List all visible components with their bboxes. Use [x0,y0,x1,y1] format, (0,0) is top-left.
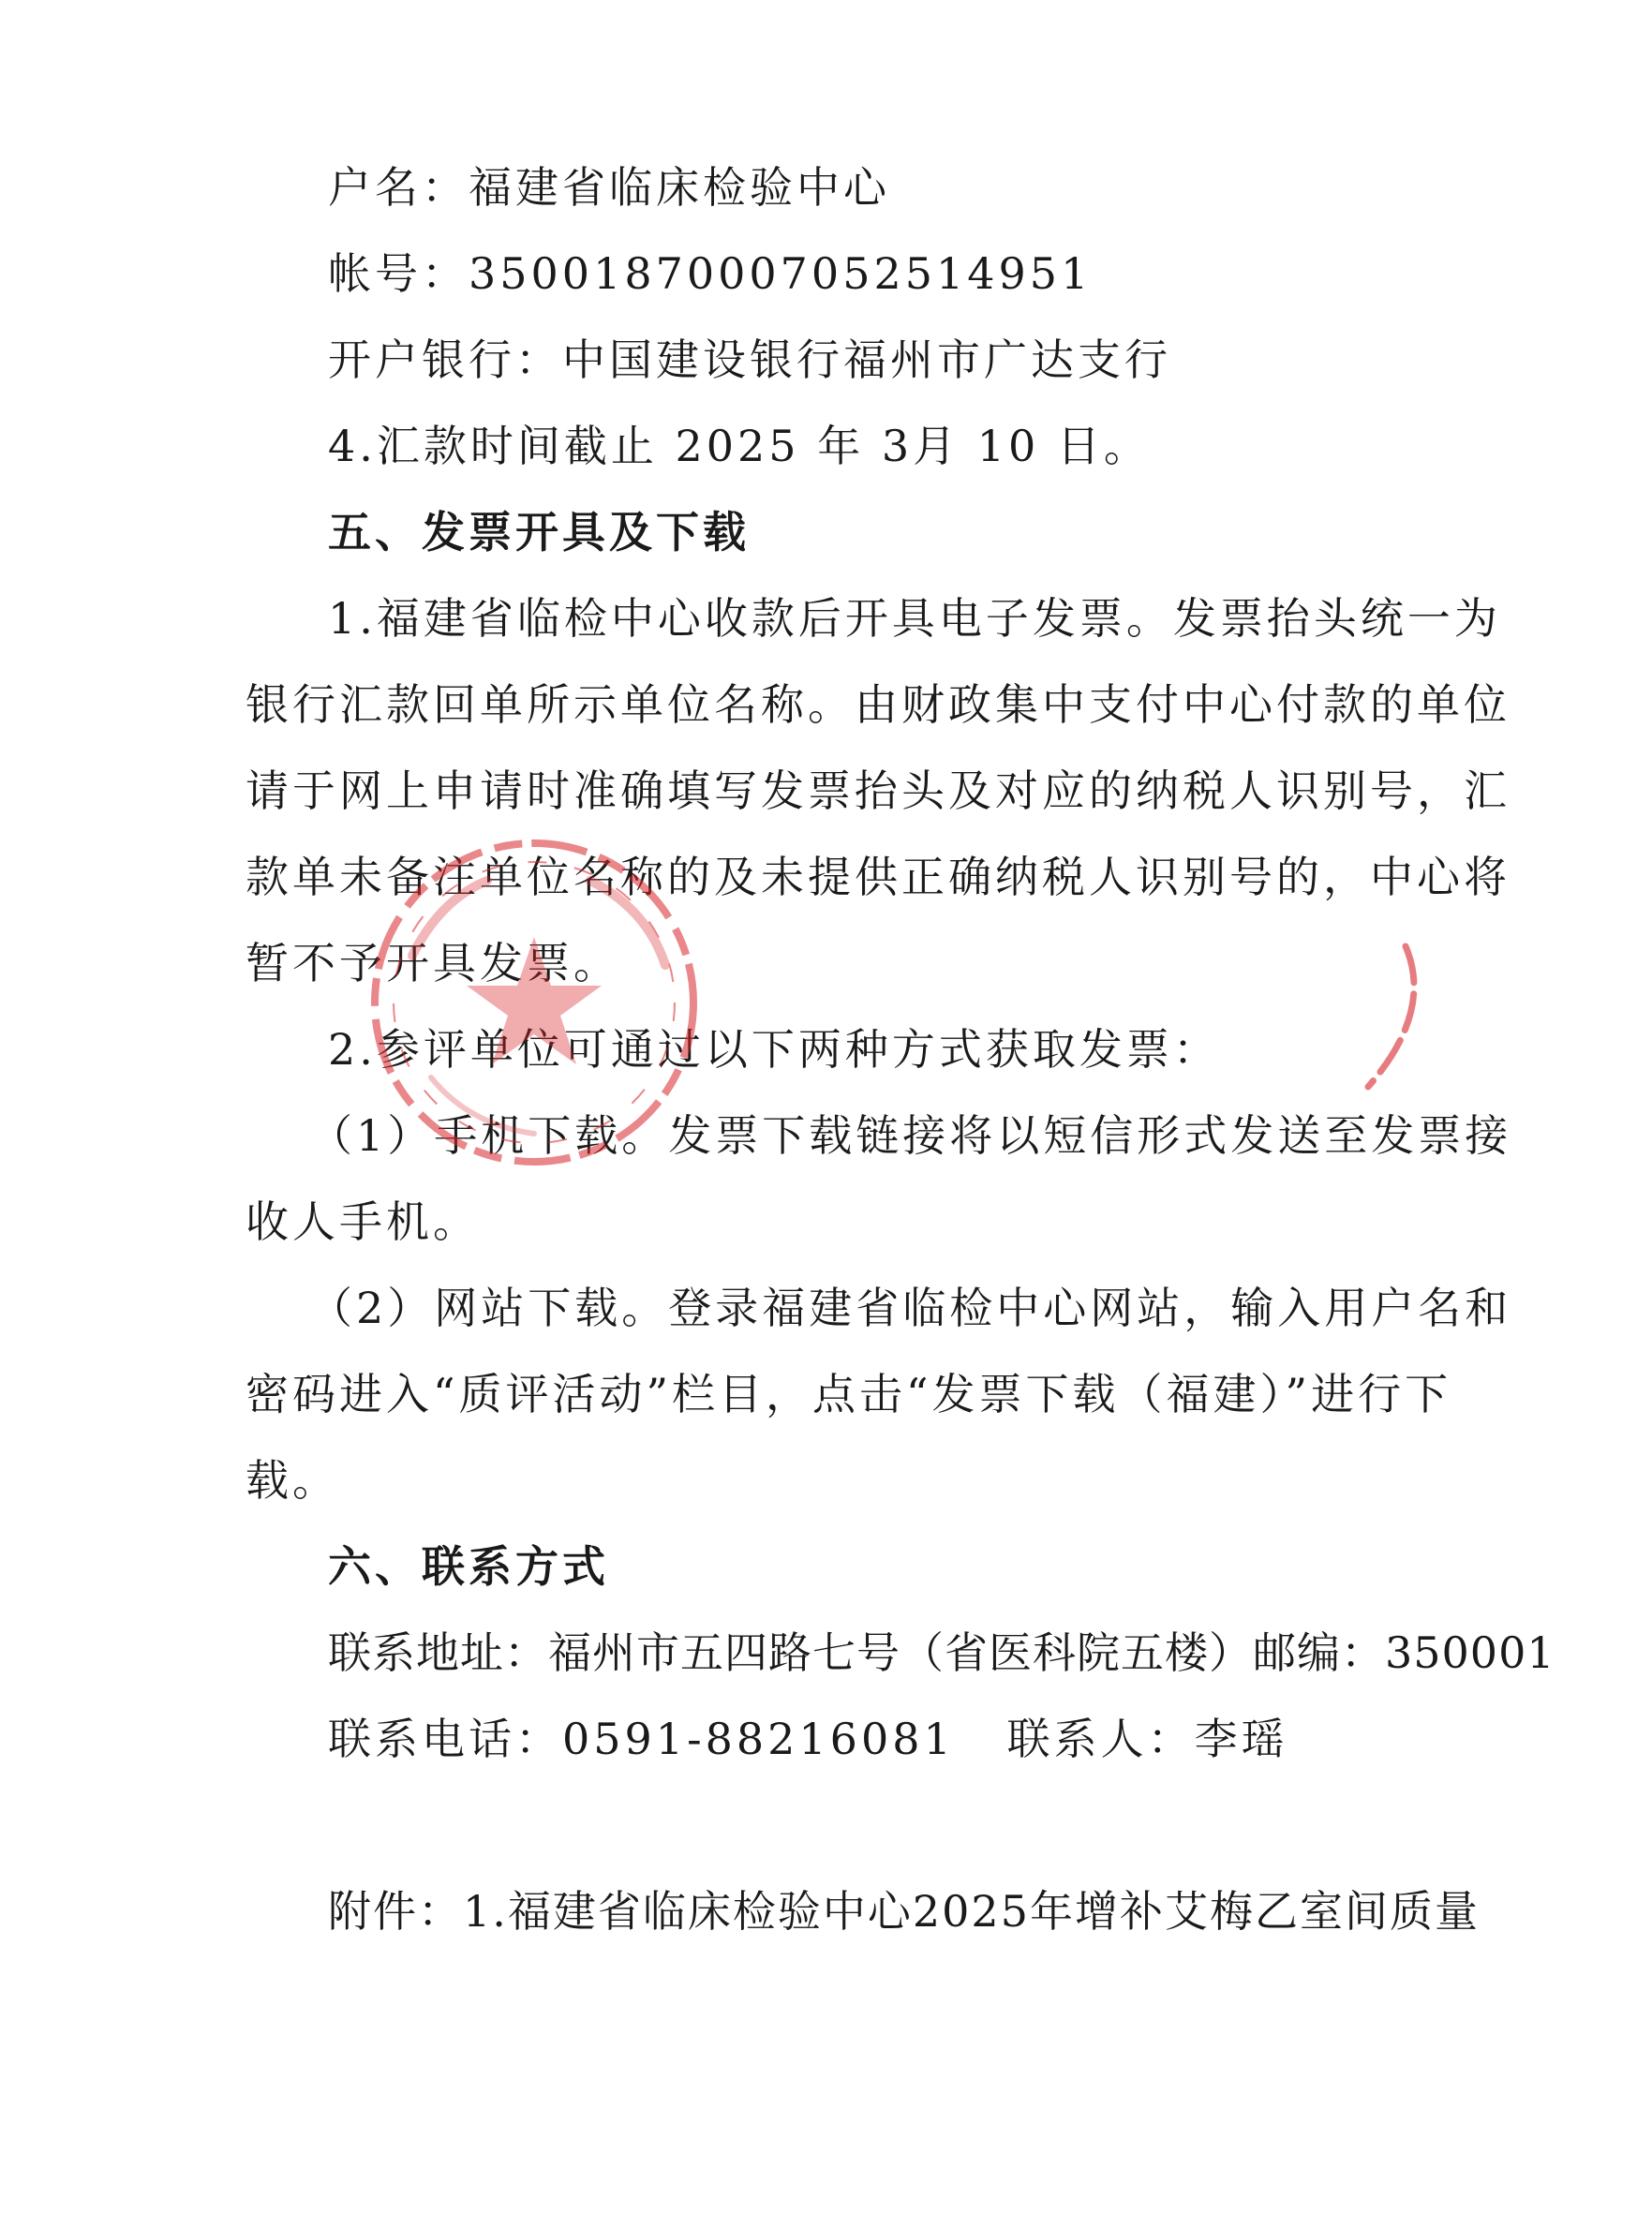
section-5-p3-line-2: 收人手机。 [246,1196,480,1247]
section-5-p4-line-1: （2）网站下载。登录福建省临检中心网站，输入用户名和 [309,1283,1512,1333]
section-5-p4-line-2: 密码进入“质评活动”栏目，点击“发票下载（福建）”进行下 [246,1369,1452,1419]
section-5-p1-line-1: 1.福建省临检中心收款后开具电子发票。发票抬头统一为 [328,593,1501,644]
account-name: 户名：福建省临床检验中心 [328,162,890,213]
section-5-p1-line-2: 银行汇款回单所示单位名称。由财政集中支付中心付款的单位 [246,679,1511,730]
attachment-line: 附件：1.福建省临床检验中心2025年增补艾梅乙室间质量 [328,1886,1480,1937]
section-5-p1-line-3: 请于网上申请时准确填写发票抬头及对应的纳税人识别号，汇 [246,765,1511,816]
contact-phone: 联系电话：0591-88216081 联系人：李瑶 [328,1714,1288,1764]
section-5-heading: 五、发票开具及下载 [328,507,750,557]
section-5-p1-line-4: 款单未备注单位名称的及未提供正确纳税人识别号的，中心将 [246,852,1511,902]
section-5-p4-line-3: 载。 [246,1455,339,1506]
section-6-heading: 六、联系方式 [328,1541,609,1592]
section-5-p1-line-5: 暂不予开具发票。 [246,938,620,988]
contact-address: 联系地址：福州市五四路七号（省医科院五楼）邮编：350001 [328,1627,1555,1678]
section-5-p3-line-1: （1）手机下载。发票下载链接将以短信形式发送至发票接 [309,1110,1512,1161]
account-number: 帐号：35001870007052514951 [328,248,1093,299]
section-5-p2: 2.参评单位可通过以下两种方式获取发票： [328,1024,1220,1075]
seal-edge-icon [1312,937,1434,1096]
remit-deadline: 4.汇款时间截止 2025 年 3月 10 日。 [328,421,1151,471]
account-bank: 开户银行：中国建设银行福州市广达支行 [328,334,1171,385]
